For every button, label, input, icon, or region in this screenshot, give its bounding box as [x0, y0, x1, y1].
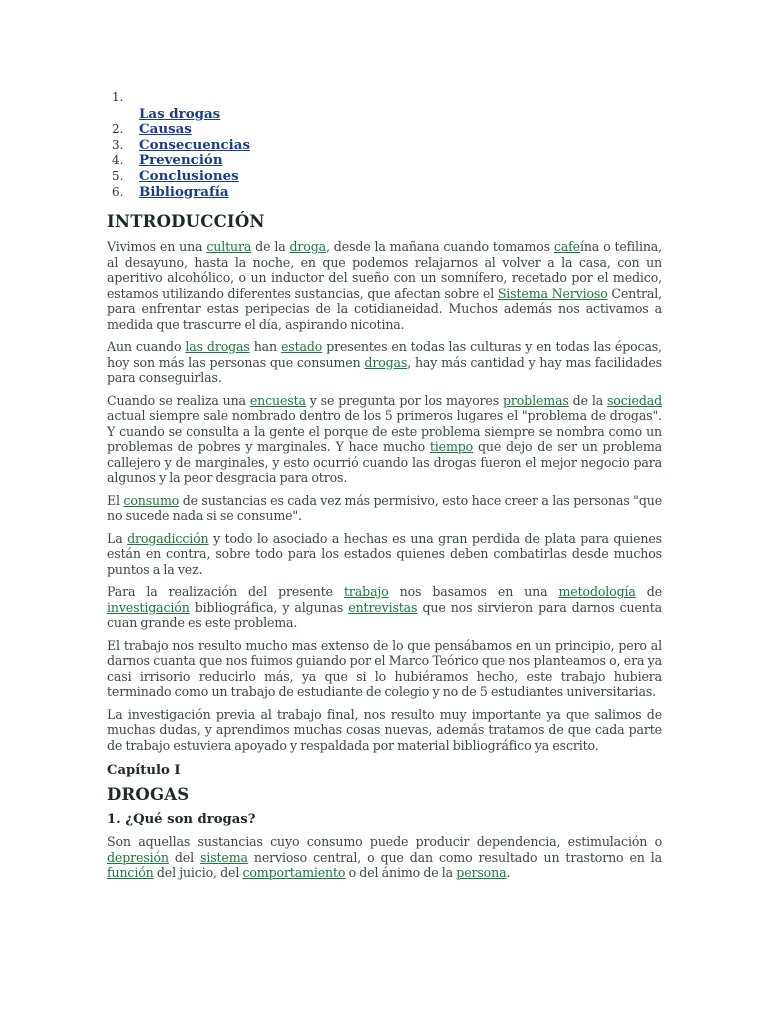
- intro-paragraph: [107, 493, 662, 524]
- body-text: ína o tefilina, al desayuno, hasta la noche, en que podemos relajarnos al volver a la casa, con un aperitivo alcohólico, o un inductor del sueño con un somnífero, recetado por el medico, estamos utilizando diferentes sustancias, que afectan sobre el: [107, 239, 662, 301]
- body-text: Aun cuando: [107, 339, 186, 354]
- body-text: La investigación previa al trabajo final, nos resulto muy importante ya que salimos de muchas dudas, y aprendimos muchas cosas nuevas, además tratamos de que cada parte de trabajo estuviera apoyado y respaldada por material bibliográfico ya escrito.: [107, 706, 662, 753]
- section-heading-introduccion: INTRODUCCIÓN: [107, 212, 265, 231]
- toc-link-consecuencias[interactable]: Consecuencias: [139, 136, 250, 153]
- intro-paragraph: [107, 638, 662, 700]
- keyword-link[interactable]: drogadicción: [127, 530, 209, 546]
- toc-link-las-drogas[interactable]: Las drogas: [139, 105, 221, 122]
- body-text: del juicio, del: [153, 865, 243, 880]
- intro-paragraph: [107, 393, 662, 486]
- body-text: Son aquellas sustancias cuyo consumo puede producir dependencia, estimulación o: [107, 834, 662, 849]
- keyword-link[interactable]: función: [107, 865, 154, 880]
- toc-number: 3.: [112, 137, 124, 152]
- toc-item: [112, 122, 250, 138]
- body-text: nervioso central, o que dan como resultado un trastorno en la: [247, 849, 662, 865]
- body-text: La: [107, 530, 128, 546]
- body-text: que dejo de ser un problema callejero y de marginales, y esto ocurrió cuando las drogas fueron el mejor negocio para algunos y la peor desgracia para otros.: [107, 439, 662, 485]
- intro-paragraph: [107, 339, 662, 386]
- keyword-link[interactable]: problemas: [502, 392, 569, 408]
- definition-paragraph: [107, 834, 662, 881]
- toc-item: [112, 185, 250, 201]
- toc-link-bibliografia[interactable]: Bibliografía: [139, 183, 229, 200]
- chapter-label: Capítulo I: [107, 763, 181, 778]
- intro-paragraph: [107, 707, 662, 754]
- toc-number: 4.: [112, 153, 124, 168]
- body-text: , desde la mañana cuando tomamos: [326, 239, 554, 254]
- keyword-link[interactable]: cafe: [553, 239, 580, 254]
- keyword-link[interactable]: estado: [280, 339, 323, 354]
- toc-link-causas[interactable]: Causas: [139, 121, 192, 138]
- body-text: Cuando se realiza una: [107, 392, 250, 408]
- keyword-link[interactable]: metodología: [558, 584, 636, 599]
- body-text: bibliográfica, y algunas: [189, 599, 349, 615]
- body-text: actual siempre sale nombrado dentro de los 5 primeros lugares el "problema de drogas". Y cuando se consulta a la gente el porque de este problema siempre se nombra como un problemas de pobres y marginales. Y hace mucho: [107, 408, 662, 454]
- keyword-link[interactable]: droga: [289, 239, 326, 254]
- table-of-contents: [112, 90, 250, 200]
- toc-number: 5.: [112, 168, 124, 183]
- intro-paragraph: [107, 239, 662, 332]
- body-text: presentes en todas las culturas y en todas las épocas, hoy son más las personas que consumen: [107, 339, 662, 370]
- body-text: nos basamos en una: [388, 584, 559, 599]
- toc-number: 6.: [112, 184, 124, 199]
- toc-link-prevencion[interactable]: Prevención: [139, 152, 223, 169]
- intro-paragraph: [107, 531, 662, 578]
- body-text: y todo lo asociado a hechas es una gran perdida de plata para quienes están en contra, sobre todo para los estados quienes deben combatirlas desde muchos puntos a la vez.: [107, 530, 662, 577]
- keyword-link[interactable]: trabajo: [344, 584, 389, 599]
- keyword-link[interactable]: entrevistas: [348, 599, 418, 615]
- keyword-link[interactable]: Sistema Nervioso: [497, 285, 608, 301]
- body-text: Para la realización del presente: [107, 584, 345, 599]
- toc-item: [112, 138, 250, 154]
- body-text: que nos sirvieron para darnos cuenta cuan grande es este problema.: [107, 599, 662, 630]
- body-text: del: [168, 849, 201, 865]
- body-text: El: [107, 492, 124, 508]
- question-heading: 1. ¿Qué son drogas?: [107, 812, 256, 827]
- toc-number: 1.: [112, 90, 124, 104]
- article-content: [107, 212, 662, 888]
- body-text: de sustancias es cada vez más permisivo, esto hace creer a las personas "que no sucede nada si se consume".: [107, 492, 662, 523]
- keyword-link[interactable]: drogas: [364, 354, 408, 370]
- body-text: El trabajo nos resulto mucho mas extenso de lo que pensábamos en un principio, pero al darnos cuanta que nos fuimos guiando por el Marco Teórico que nos planteamos o, era ya casi irrisorio reducirlo más, ya que si lo hubiéramos hecho, este trabajo hubiera terminado como un trabajo de estudiante de colegio y no de 5 estudiantes universitarias.: [107, 637, 662, 699]
- keyword-link[interactable]: comportamiento: [242, 865, 346, 880]
- body-text: o del ánimo de la: [345, 865, 457, 880]
- keyword-link[interactable]: cultura: [206, 239, 252, 254]
- keyword-link[interactable]: las drogas: [185, 339, 250, 354]
- body-text: y se pregunta por los mayores: [305, 392, 503, 408]
- keyword-link[interactable]: investigación: [107, 599, 190, 615]
- body-text: Vivimos en una: [107, 239, 207, 254]
- body-text: de la: [251, 239, 290, 254]
- toc-item: [112, 90, 250, 122]
- keyword-link[interactable]: persona: [456, 865, 507, 880]
- keyword-link[interactable]: tiempo: [429, 439, 474, 454]
- body-text: de: [635, 584, 663, 599]
- keyword-link[interactable]: depresión: [107, 849, 169, 865]
- toc-link-conclusiones[interactable]: Conclusiones: [139, 167, 239, 184]
- keyword-link[interactable]: sistema: [200, 849, 248, 865]
- intro-paragraph: [107, 584, 662, 631]
- body-text: , hay más cantidad y hay mas facilidades para conseguirlas.: [107, 354, 662, 385]
- body-text: .: [506, 865, 511, 880]
- toc-item: [112, 153, 250, 169]
- toc-item: [112, 169, 250, 185]
- body-text: Central, para enfrentar estas peripecias de la cotidianeidad. Muchos además nos activamos a medida que trascurre el día, aspirando nicotina.: [107, 285, 662, 332]
- keyword-link[interactable]: sociedad: [606, 392, 662, 408]
- keyword-link[interactable]: encuesta: [249, 392, 306, 408]
- body-text: de la: [568, 392, 607, 408]
- body-text: han: [249, 339, 281, 354]
- chapter-title: DROGAS: [107, 785, 190, 804]
- keyword-link[interactable]: consumo: [123, 492, 180, 508]
- toc-number: 2.: [112, 122, 124, 137]
